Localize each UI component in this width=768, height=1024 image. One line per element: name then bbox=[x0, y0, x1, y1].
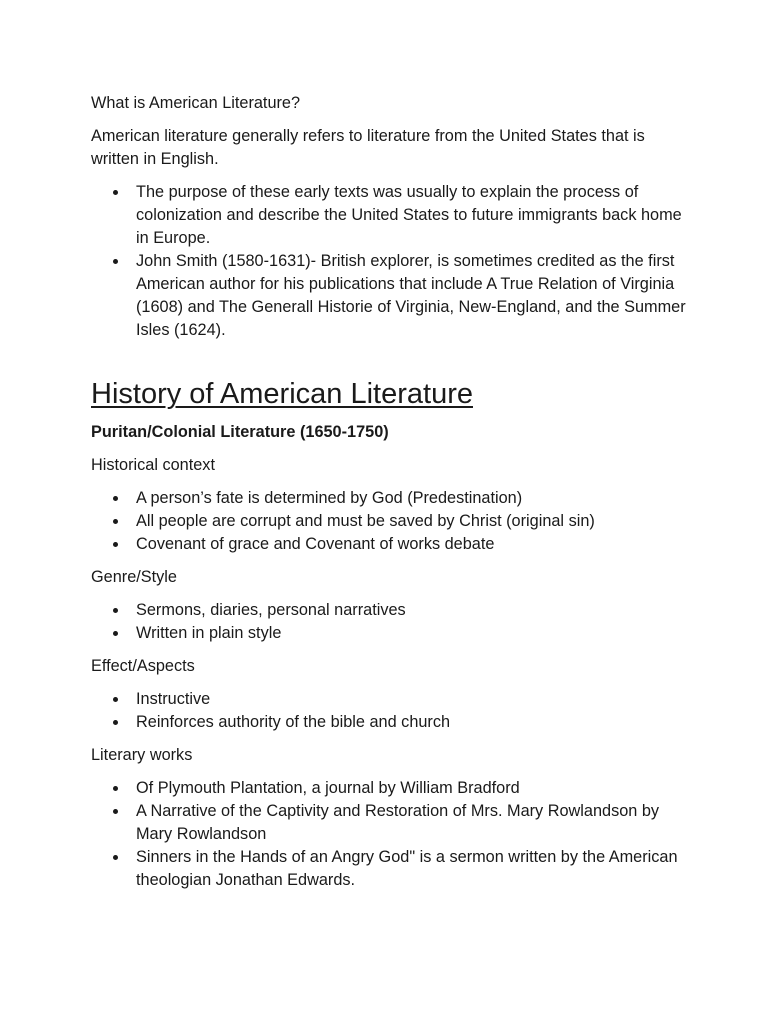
list-item: All people are corrupt and must be saved by Christ (original sin) bbox=[136, 510, 688, 533]
intro-question: What is American Literature? bbox=[91, 94, 301, 112]
intro-definition: American literature generally refers to literature from the United States that is written in English. bbox=[91, 127, 645, 168]
list-item: Covenant of grace and Covenant of works debate bbox=[136, 533, 688, 556]
list-item: Instructive bbox=[136, 688, 688, 711]
list-item: Of Plymouth Plantation, a journal by William Bradford bbox=[136, 777, 688, 800]
label-historical-context: Historical context bbox=[91, 456, 215, 474]
historical-context-list bbox=[91, 487, 688, 556]
label-genre-style: Genre/Style bbox=[91, 568, 177, 586]
list-item: A person’s fate is determined by God (Predestination) bbox=[136, 487, 688, 510]
list-item: Reinforces authority of the bible and church bbox=[136, 711, 688, 734]
intro-bullet-list bbox=[91, 181, 688, 342]
genre-style-list bbox=[91, 599, 688, 645]
effect-aspects-list bbox=[91, 688, 688, 734]
list-item: Sinners in the Hands of an Angry God" is a sermon written by the American theologian Jonathan Edwards. bbox=[136, 846, 688, 892]
list-item: John Smith (1580-1631)- British explorer, is sometimes credited as the first American author for his publications that include A True Relation of Virginia (1608) and The Generall Historie of Virginia, New-England, and the Summer Isles (1624). bbox=[136, 250, 688, 342]
list-item: Written in plain style bbox=[136, 622, 688, 645]
subsection-title-puritan: Puritan/Colonial Literature (1650-1750) bbox=[91, 423, 389, 441]
list-item: The purpose of these early texts was usually to explain the process of colonization and describe the United States to future immigrants back home in Europe. bbox=[136, 181, 688, 250]
label-literary-works: Literary works bbox=[91, 746, 193, 764]
literary-works-list bbox=[91, 777, 688, 892]
section-heading-history: History of American Literature bbox=[91, 378, 473, 410]
label-effect-aspects: Effect/Aspects bbox=[91, 657, 195, 675]
list-item: A Narrative of the Captivity and Restoration of Mrs. Mary Rowlandson by Mary Rowlandson bbox=[136, 800, 688, 846]
list-item: Sermons, diaries, personal narratives bbox=[136, 599, 688, 622]
